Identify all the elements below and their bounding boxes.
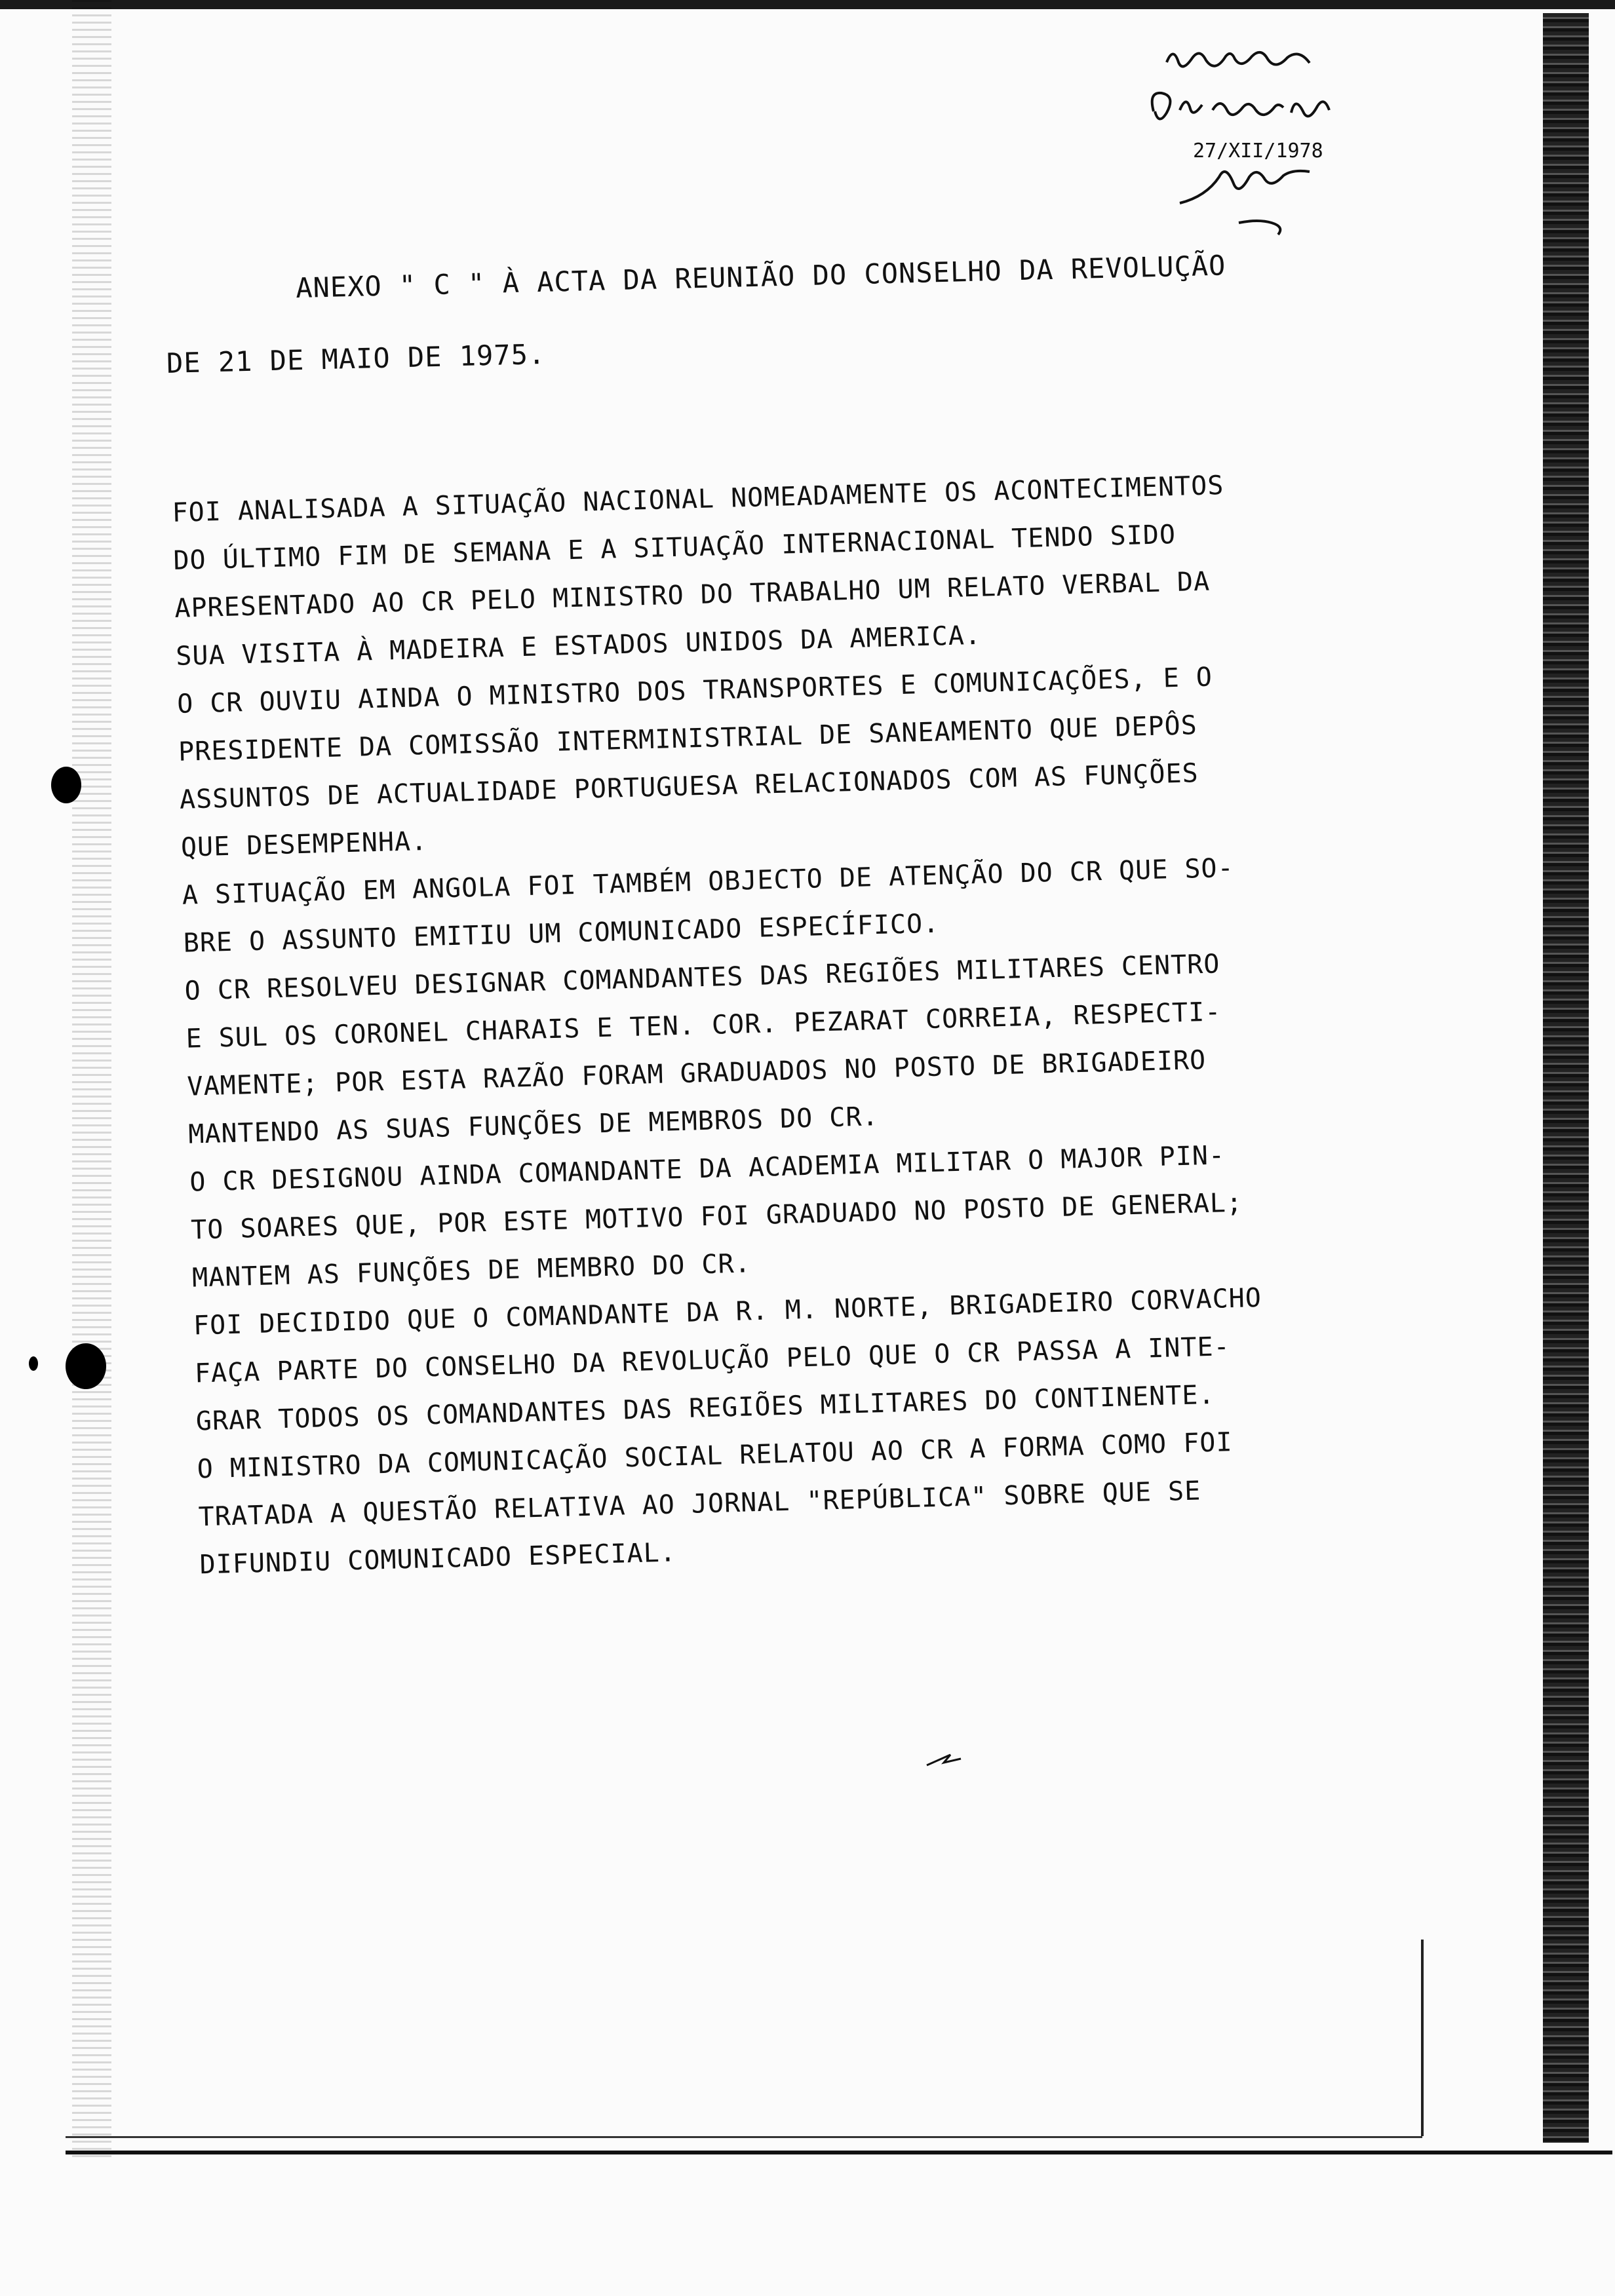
body-line: GRAR TODOS OS COMANDANTES DAS REGIÕES MILITARES DO CONTINENTE.: [195, 1379, 1216, 1437]
body-line: QUE DESEMPENHA.: [180, 826, 428, 863]
title-line: ANEXO " C " À ACTA DA REUNIÃO DO CONSELHO DA REVOLUÇÃO: [295, 249, 1226, 305]
svg-text:27/XII/1978: 27/XII/1978: [1193, 140, 1323, 163]
document-body: [172, 465, 1445, 1598]
stray-pen-mark: [924, 1750, 963, 1769]
scan-bottom-rule: [66, 2136, 1422, 2138]
body-line: APRESENTADO AO CR PELO MINISTRO DO TRABALHO UM RELATO VERBAL DA: [174, 566, 1211, 624]
punch-hole-mark: [66, 1343, 106, 1389]
body-line: SUA VISITA À MADEIRA E ESTADOS UNIDOS DA AMERICA.: [175, 620, 982, 672]
body-line: O CR DESIGNOU AINDA COMANDANTE DA ACADEMIA MILITAR O MAJOR PIN-: [189, 1140, 1226, 1198]
body-line: TRATADA A QUESTÃO RELATIVA AO JORNAL "REPÚBLICA" SOBRE QUE SE: [198, 1476, 1201, 1533]
body-line: DIFUNDIU COMUNICADO ESPECIAL.: [199, 1537, 677, 1580]
punch-hole-mark: [51, 767, 81, 803]
body-line: O MINISTRO DA COMUNICAÇÃO SOCIAL RELATOU AO CR A FORMA COMO FOI: [197, 1427, 1234, 1485]
document-title: [164, 227, 1347, 400]
body-line: O CR OUVIU AINDA O MINISTRO DOS TRANSPORTES E COMUNICAÇÕES, E O: [176, 662, 1213, 719]
body-line: DO ÚLTIMO FIM DE SEMANA E A SITUAÇÃO INTERNACIONAL TENDO SIDO: [172, 519, 1177, 576]
punch-hole-mark: [29, 1356, 38, 1371]
body-line: E SUL OS CORONEL CHARAIS E TEN. COR. PEZARAT CORREIA, RESPECTI-: [185, 997, 1222, 1054]
title-line: DE 21 DE MAIO DE 1975.: [166, 337, 546, 379]
body-line: TO SOARES QUE, POR ESTE MOTIVO FOI GRADUADO NO POSTO DE GENERAL;: [190, 1187, 1243, 1246]
scan-bottom-border: [66, 2151, 1612, 2154]
body-line: MANTEM AS FUNÇÕES DE MEMBRO DO CR.: [191, 1248, 752, 1293]
body-line: A SITUAÇÃO EM ANGOLA FOI TAMBÉM OBJECTO DE ATENÇÃO DO CR QUE SO-: [182, 852, 1235, 911]
scan-right-rule: [1421, 1940, 1424, 2136]
body-line: FOI DECIDIDO QUE O COMANDANTE DA R. M. NORTE, BRIGADEIRO CORVACHO: [193, 1282, 1262, 1341]
body-line: PRESIDENTE DA COMISSÃO INTERMINISTRIAL DE SANEAMENTO QUE DEPÔS: [178, 710, 1198, 767]
body-line: O CR RESOLVEU DESIGNAR COMANDANTES DAS REGIÕES MILITARES CENTRO: [184, 949, 1220, 1006]
scan-left-edge-noise: [72, 0, 111, 2162]
body-line: MANTENDO AS SUAS FUNÇÕES DE MEMBROS DO CR.: [187, 1101, 880, 1150]
body-line: ASSUNTOS DE ACTUALIDADE PORTUGUESA RELACIONADOS COM AS FUNÇÕES: [179, 758, 1199, 815]
body-line: FOI ANALISADA A SITUAÇÃO NACIONAL NOMEADAMENTE OS ACONTECIMENTOS: [172, 470, 1224, 528]
body-line: VAMENTE; POR ESTA RAZÃO FORAM GRADUADOS NO POSTO DE BRIGADEIRO: [186, 1044, 1207, 1102]
handwritten-annotation: [1140, 26, 1396, 236]
body-line: BRE O ASSUNTO EMITIU UM COMUNICADO ESPECÍFICO.: [183, 908, 940, 959]
scan-top-border: [0, 0, 1615, 9]
body-line: FAÇA PARTE DO CONSELHO DA REVOLUÇÃO PELO QUE O CR PASSA A INTE-: [194, 1331, 1231, 1389]
scan-right-edge-shadow: [1543, 13, 1589, 2143]
